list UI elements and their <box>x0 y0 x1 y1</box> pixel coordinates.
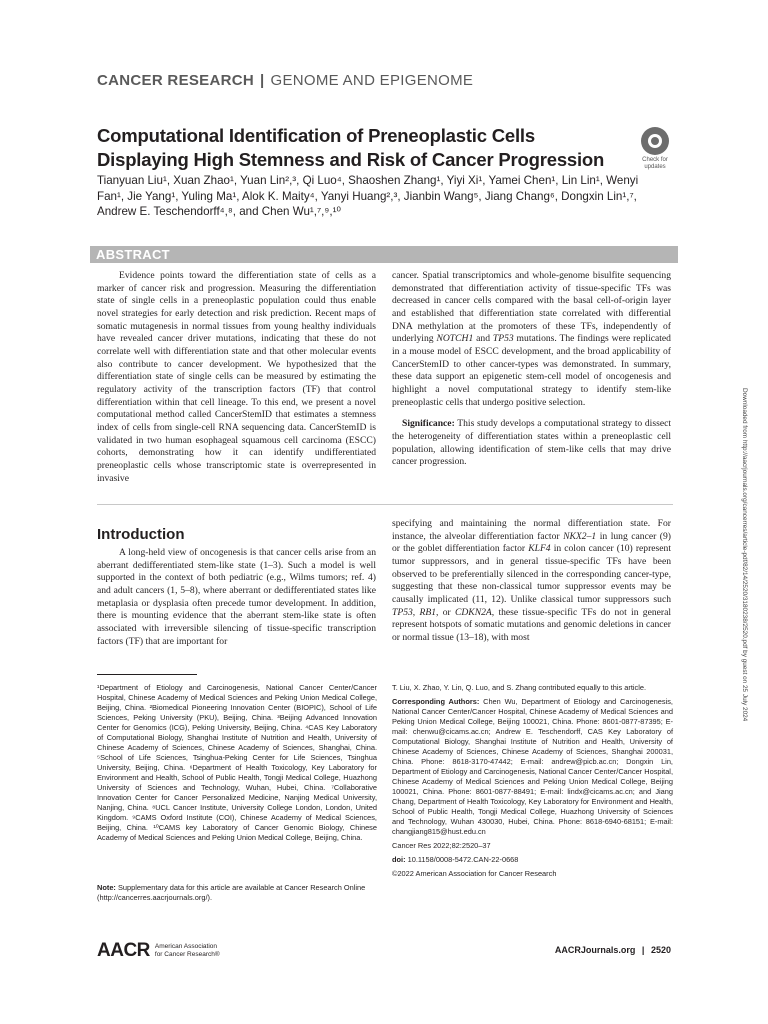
correspondence-block <box>392 683 673 879</box>
introduction-paragraph: A long-held view of oncogenesis is that cancer cells arise from an aberrant dedifferentiated stem-like state (1–3). Such a model is well supported in the context of both pediatric (e.g., Wilms tumors; ref. 4) and adult cancers (1, 5–8), where aberrant or dedifferentiated states like metaplasia or dysplasia often precede tumor development. In addition, there is mounting evidence that the aberrant stem-like state is often associated with irreversible silencing of tissue-specific transcription factors (TF) that are important for <box>97 547 376 647</box>
aacr-logo-text: American Association for Cancer Research® <box>154 943 220 958</box>
aacr-logo[interactable] <box>97 940 220 962</box>
citation: Cancer Res 2022;82:2520–37 <box>392 841 491 850</box>
affiliations: ¹Department of Etiology and Carcinogenesis, National Cancer Center/Cancer Hospital, Chinese Academy of Medical Sciences and Peking Union Medical College, Beijing, China. ²Biomedical Pioneering Innovation Center (BIOPIC), School of Life Sciences, Peking University (PKU), Beijing, China. ³Beijing Advanced Innovation Center for Genomics (ICG), Peking University, Beijing, China. ⁴CAS Key Laboratory of Computational Biology, Shanghai Institute of Nutrition and Health, University of Chinese Academy of Sciences, Chinese Academy of Sciences, Shanghai, China. ⁵School of Life Sciences, Tsinghua-Peking Center for Life Sciences, Tsinghua University, Beijing, China. ⁶Department of Health Toxicology, Key Laboratory for Environment and Health, School of Public Health, Tongji Medical College, Huazhong University of Sciences and Technology, Wuhan, Hubei, China. ⁷Collaborative Innovation Center for Cancer Personalized Medicine, Nanjing Medical University, Nanjing, China. ⁸UCL Cancer Institute, University College London, London, United Kingdom. ⁹CAMS Oxford Institute (COI), Chinese Academy of Medical Sciences, Beijing, China. ¹⁰CAMS key Laboratory of Cancer Genomic Biology, Chinese Academy of Medical Sciences and Peking Union Medical College, Beijing, China. <box>97 683 377 842</box>
abstract-paragraph-continued: cancer. Spatial transcriptomics and whole-genome bisulfite sequencing demonstrated that differentiation activity of tissue-specific TFs was decreased in cancer cells compared with the basal cell-of-origin layer and established that differentiation state correlated with differential DNA methylation at the promoters of these TFs, independently of underlying NOTCH1 and TP53 mutations. The findings were replicated in a mouse model of ESCC development, and the broad applicability of CancerStemID to other cancer-types was demonstrated. In summary, these data support an epigenetic stem-cell model of oncogenesis and highlight a novel computational strategy to identify stem-like preneoplastic cells that undergo positive selection. <box>392 270 671 408</box>
footer-separator: | <box>641 945 645 955</box>
introduction-right-column <box>392 518 671 645</box>
journal-site-link[interactable]: AACRJournals.org <box>554 945 636 955</box>
introduction-paragraph-continued: specifying and maintaining the normal differentiation state. For instance, the alveolar differentiation factor NKX2–1 in lung cancer (9) or the goblet differentiation factor KLF4 in colon cancer (10) represent tumor suppressors, and in general tissue-specific TFs have been observed to be preferentially silenced in the corresponding cancer-type, suggesting that these non-classical tumor suppressor events may be causally implicated (11, 12). Unlike classical tumor suppressors such TP53, RB1, or CDKN2A, these tissue-specific TFs do not in general represent hotspots of somatic mutations and genomic deletions in cancer or normal tissue (13–18), with most <box>392 518 672 643</box>
journal-name: CANCER RESEARCH <box>97 72 255 89</box>
aacr-logo-mark: AACR <box>97 940 150 961</box>
introduction-heading: Introduction <box>97 526 185 543</box>
abstract-divider <box>97 504 673 505</box>
abstract-paragraph: Evidence points toward the differentiation state of cells as a marker of cancer risk and progression. Measuring the differentiation state of single cells in a preneoplastic population could thus enable novel strategies for early detection and risk prediction. Recent maps of somatic mutagenesis in normal tissues from young healthy individuals have revealed cancer driver mutations, indicating that these do not correlate well with differentiation state and that other molecular events also contribute to cancer development. We hypothesized that the differentiation state of single cells can be measured by estimating the regulatory activity of the transcription factors (TF) that control differentiation within that cell lineage. To this end, we present a novel computational method called CancerStemID that estimates a stemness index of cells from single-cell RNA sequencing data. CancerStemID is validated in two human esophageal squamous cell carcinoma (ESCC) cohorts, demonstrating how it can identify undifferentiated preneoplastic cells whose transcriptomic state is overrepresented in invasive <box>97 270 376 484</box>
supplementary-note: Note: Supplementary data for this article are available at Cancer Research Online (http://cancerres.aacrjournals.org/). <box>97 883 366 902</box>
corresponding-authors: Corresponding Authors: Chen Wu, Department of Etiology and Carcinogenesis, National Cancer Center/Cancer Hospital, Chinese Academy of Medical Sciences and Peking Union Medical College, Beijing 100021, China. Phone: 8601-0877-87395; E-mail: chenwu@cicams.ac.cn; Andrew E. Teschendorff, CAS Key Laboratory of Computational Biology, Shanghai Institute of Nutrition and Health, University of Chinese Academy of Sciences, Chinese Academy of Sciences, Shanghai 200031, China. Phone: 8618-3170-47442; E-mail: andrew@picb.ac.cn; Dongxin Lin, Department of Etiology and Carcinogenesis, National Cancer Center/Cancer Hospital, Chinese Academy of Medical Sciences and Peking Union Medical College, Beijing 100021, China. Phone: 8601-0877-88491; E-mail: lindx@cicams.ac.cn; and Jiang Chang, Department of Health Toxicology, Key Laboratory for Environment and Health, School of Public Health, Tongji Medical College, Huazhong University of Sciences and Technology, Wuhan 430030, Hubei, China. Phone: 8618-6940-68151; E-mail: changjiang815@hust.edu.cn <box>392 697 673 836</box>
abstract-heading-bar <box>90 246 678 263</box>
significance-statement: Significance: This study develops a computational strategy to dissect the heterogeneity of differentiation states within a preneoplastic cell population, allowing identification of stem-like cells that may drive cancer progression. <box>392 418 671 468</box>
doi[interactable]: doi: 10.1158/0008-5472.CAN-22-0668 <box>392 855 519 864</box>
section-name: GENOME AND EPIGENOME <box>270 72 474 89</box>
page-number: 2520 <box>650 945 671 955</box>
check-for-updates-badge[interactable] <box>636 127 674 171</box>
abstract-left-column <box>97 270 376 485</box>
copyright: ©2022 American Association for Cancer Research <box>392 869 557 878</box>
equal-contribution: T. Liu, X. Zhao, Y. Lin, Q. Luo, and S. Zhang contributed equally to this article. <box>392 683 647 692</box>
badge-line-1: Check for <box>642 157 668 163</box>
abstract-heading: ABSTRACT <box>96 247 170 262</box>
download-watermark: Downloaded from http://aacrjournals.org/cancerres/article-pdf/82/14/2520/3180238/2520.pdf by guest on 25 July 2024 <box>741 388 748 722</box>
article-title: Computational Identification of Preneoplastic Cells Displaying High Stemness and Risk of Cancer Progression <box>97 125 605 170</box>
introduction-left-column <box>97 547 376 648</box>
journal-header <box>97 72 473 89</box>
check-for-updates-icon <box>641 127 669 155</box>
author-list: Tianyuan Liu¹, Xuan Zhao¹, Yuan Lin²,³, Qi Luo⁴, Shaoshen Zhang¹, Yiyi Xi¹, Yamei Chen¹, Lin Lin¹, Wenyi Fan¹, Jie Yang¹, Yuling Ma¹, Alok K. Maity⁴, Yanyi Huang²,³, Jianbin Wang⁵, Jiang Chang⁶, Dongxin Lin¹,⁷, Andrew E. Teschendorff⁴,⁸, and Chen Wu¹,⁷,⁹,¹⁰ <box>97 174 639 218</box>
header-separator: | <box>260 72 265 89</box>
page-footer <box>555 945 671 955</box>
footnote-rule <box>97 674 197 675</box>
badge-label <box>636 157 674 171</box>
badge-line-2: updates <box>644 164 666 170</box>
abstract-right-column <box>392 270 671 478</box>
